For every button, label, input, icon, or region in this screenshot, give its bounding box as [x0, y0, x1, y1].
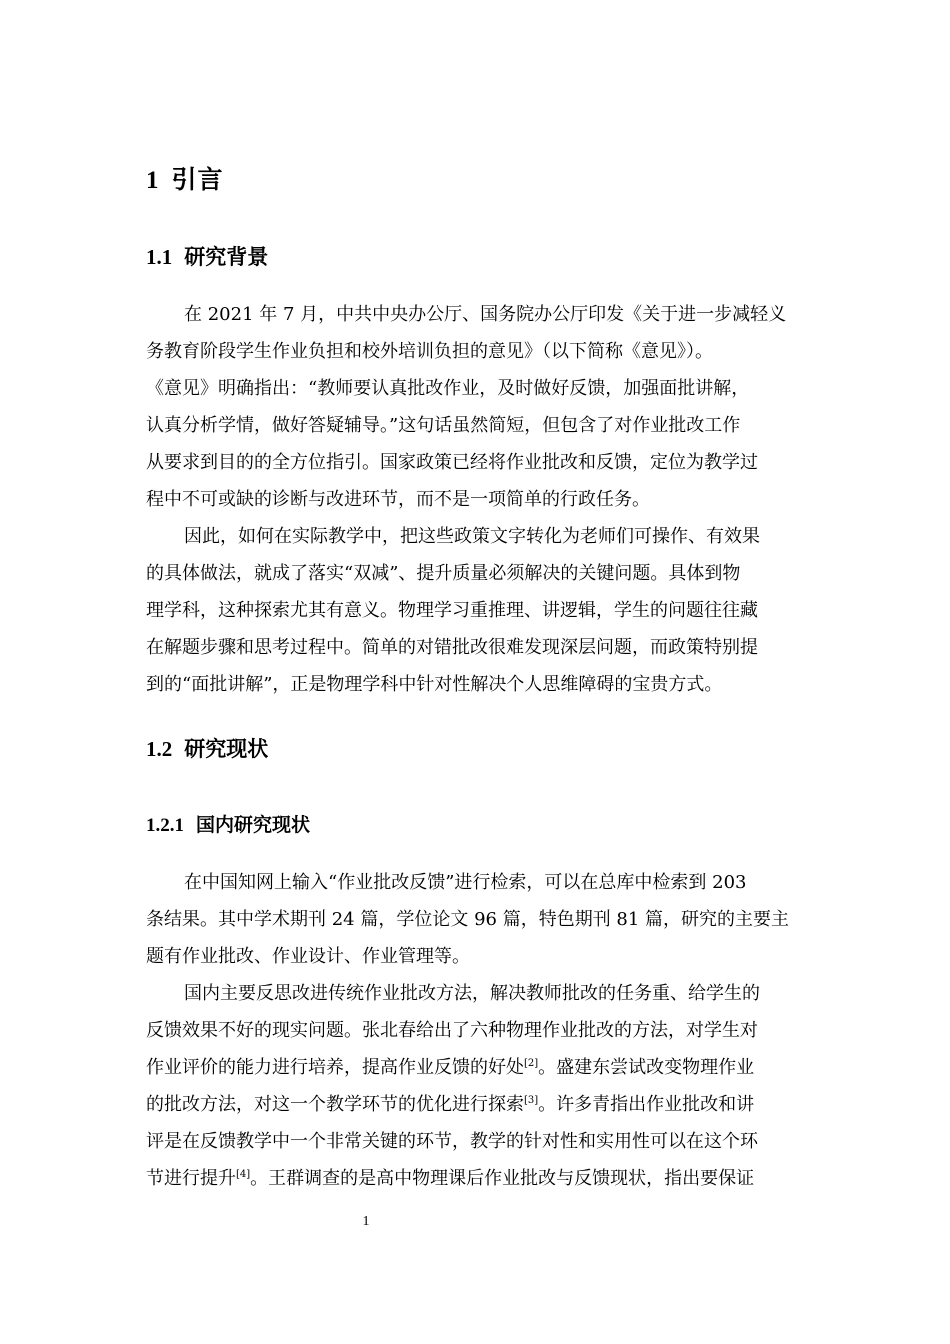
text-line-with-citation: [146, 1160, 806, 1197]
text-segment: 的批改方法，对这一个教学环节的优化进行探索: [146, 1094, 524, 1115]
subsection-title: 国内研究现状: [196, 814, 311, 836]
section-title: 研究现状: [184, 736, 269, 761]
text-line: 题有作业批改、作业设计、作业管理等。: [146, 946, 470, 967]
citation-ref: [4]: [236, 1169, 251, 1180]
text-line: 程中不可或缺的诊断与改进环节，而不是一项简单的行政任务。: [146, 489, 650, 510]
chapter-number: 1: [146, 167, 160, 194]
paragraph-background-2: [146, 518, 806, 703]
text-line-with-citation: [146, 1086, 806, 1123]
text-line: 在 2021 年 7 月，中共中央办公厅、国务院办公厅印发《关于进一步减轻义: [184, 304, 787, 325]
subsection-heading-1-2-1: [146, 810, 310, 841]
text-segment: 作业评价的能力进行培养，提高作业反馈的好处: [146, 1057, 524, 1078]
paragraph-background-1: [146, 296, 806, 518]
page-number: 1: [362, 1214, 370, 1229]
paragraph-domestic-2: [146, 975, 806, 1197]
text-line: 《意见》明确指出：“教师要认真批改作业，及时做好反馈，加强面批讲解，: [146, 378, 750, 399]
section-heading-1-2: [146, 733, 268, 765]
text-segment: 。许多青指出作业批改和讲: [538, 1094, 755, 1115]
subsection-number: 1.2.1: [146, 815, 184, 836]
text-line: 评是在反馈教学中一个非常关键的环节，教学的针对性和实用性可以在这个环: [146, 1131, 758, 1152]
text-line: 从要求到目的的全方位指引。国家政策已经将作业批改和反馈，定位为教学过: [146, 452, 758, 473]
paragraph-domestic-1: [146, 864, 806, 975]
text-line: 理学科，这种探索尤其有意义。物理学习重推理、讲逻辑，学生的问题往往藏: [146, 600, 758, 621]
text-line: 反馈效果不好的现实问题。张北春给出了六种物理作业批改的方法，对学生对: [146, 1020, 758, 1041]
text-segment: 。王群调查的是高中物理课后作业批改与反馈现状，指出要保证: [250, 1168, 755, 1189]
section-number: 1.1: [146, 245, 173, 269]
text-line: 条结果。其中学术期刊 24 篇，学位论文 96 篇，特色期刊 81 篇，研究的主要主: [146, 909, 790, 930]
text-line: 国内主要反思改进传统作业批改方法，解决教师批改的任务重、给学生的: [184, 983, 760, 1004]
text-line: 到的“面批讲解”，正是物理学科中针对性解决个人思维障碍的宝贵方式。: [146, 674, 723, 695]
text-line: 在中国知网上输入“作业批改反馈”进行检索，可以在总库中检索到 203: [184, 872, 747, 893]
text-line: 因此，如何在实际教学中，把这些政策文字转化为老师们可操作、有效果: [184, 526, 760, 547]
citation-ref: [2]: [524, 1058, 539, 1069]
text-line-with-citation: [146, 1049, 806, 1086]
text-line: 的具体做法，就成了落实“双减”、提升质量必须解决的关键问题。具体到物: [146, 563, 741, 584]
chapter-title: 引言: [171, 165, 224, 194]
text-segment: 节进行提升: [146, 1168, 236, 1189]
text-line: 务教育阶段学生作业负担和校外培训负担的意见》（以下简称《意见》）。: [146, 341, 713, 362]
text-line: 在解题步骤和思考过程中。简单的对错批改很难发现深层问题，而政策特别提: [146, 637, 758, 658]
chapter-heading: [146, 162, 224, 199]
text-segment: 。盛建东尝试改变物理作业: [538, 1057, 755, 1078]
section-number: 1.2: [146, 737, 173, 761]
citation-ref: [3]: [524, 1095, 539, 1106]
section-heading-1-1: [146, 241, 268, 273]
section-title: 研究背景: [184, 244, 269, 269]
text-line: 认真分析学情，做好答疑辅导。”这句话虽然简短，但包含了对作业批改工作: [146, 415, 741, 436]
